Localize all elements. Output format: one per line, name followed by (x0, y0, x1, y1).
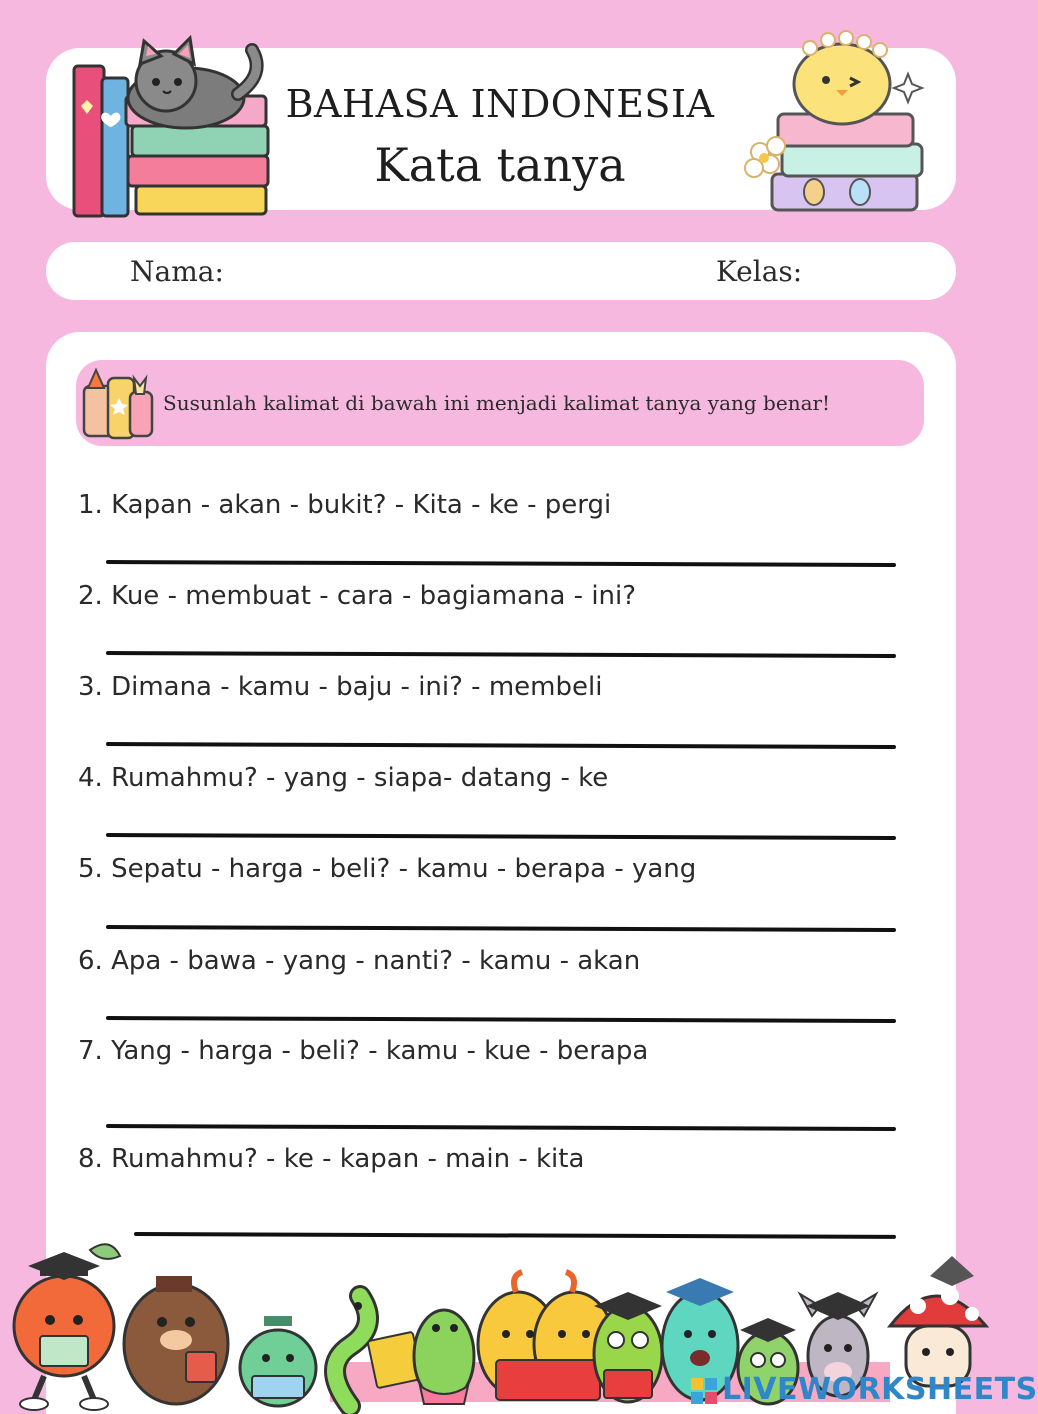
worksheet-subtitle: Kata tanya (374, 138, 626, 192)
question-5: 5. Sepatu - harga - beli? - kamu - berapa - yang (78, 854, 697, 884)
liveworksheets-logo-icon (690, 1377, 720, 1407)
question-4: 4. Rumahmu? - yang - siapa- datang - ke (78, 763, 609, 793)
question-6: 6. Apa - bawa - yang - nanti? - kamu - akan (78, 946, 641, 976)
instruction-text: Susunlah kalimat di bawah ini menjadi kalimat tanya yang benar! (163, 391, 831, 415)
worksheet-title: BAHASA INDONESIA (285, 82, 715, 126)
question-7: 7. Yang - harga - beli? - kamu - kue - berapa (78, 1036, 649, 1066)
class-label: Kelas: (716, 255, 803, 288)
cat-on-books-icon (66, 36, 276, 221)
chick-on-gift-boxes-icon (742, 24, 932, 214)
question-1: 1. Kapan - akan - bukit? - Kita - ke - pergi (78, 490, 612, 520)
question-3: 3. Dimana - kamu - baju - ini? - membeli (78, 672, 603, 702)
question-8: 8. Rumahmu? - ke - kapan - main - kita (78, 1144, 585, 1174)
name-label: Nama: (130, 255, 224, 288)
watermark: LIVEWORKSHEETS (722, 1372, 1038, 1407)
pencil-case-icon (78, 364, 162, 444)
question-2: 2. Kue - membuat - cara - bagiamana - ini? (78, 581, 637, 611)
